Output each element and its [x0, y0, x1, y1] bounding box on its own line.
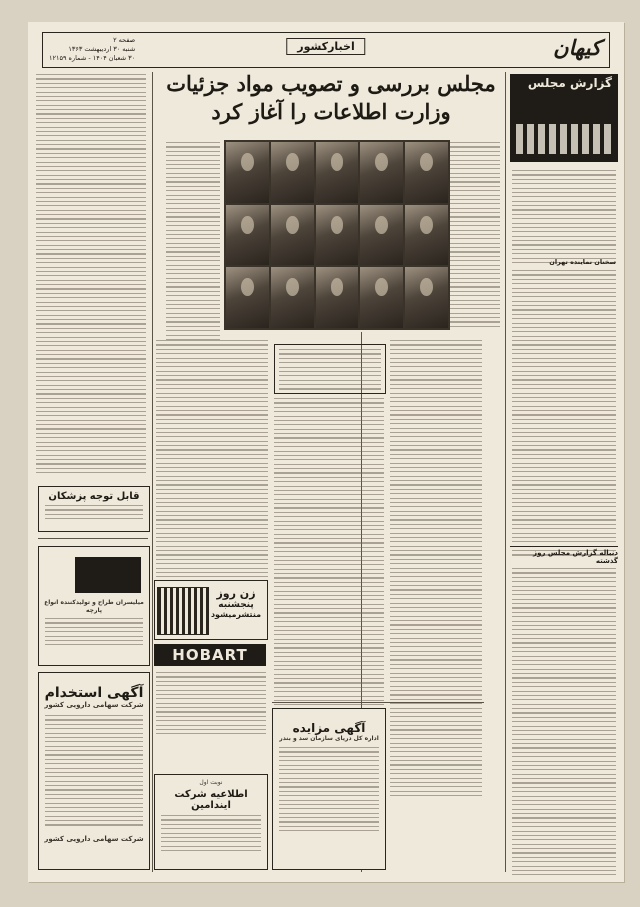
- sidebar-continuation-title: دنباله گزارش مجلس روز گذشته: [510, 546, 618, 565]
- middle-column-c: [390, 340, 482, 799]
- magazine-day: پنجشنبه: [218, 600, 254, 610]
- headline-line-2: وزارت اطلاعات را آغاز کرد: [211, 99, 451, 124]
- column-rule: [152, 72, 153, 872]
- portrait-photo: [360, 205, 403, 266]
- tile-ad: [38, 486, 150, 532]
- hiring-ad: [38, 672, 150, 870]
- rule: [272, 702, 484, 703]
- portrait-photo: [226, 142, 269, 203]
- summary-box: [274, 344, 386, 394]
- notice-ad-title: اطلاعیه شرکت ایندامین: [174, 789, 248, 811]
- middle-column-a: [156, 340, 268, 603]
- cabinet-photo-collage: [224, 140, 450, 330]
- parliament-report-box: [510, 74, 618, 162]
- portrait-photo: [271, 267, 314, 328]
- headline-line-1: مجلس بررسی و تصویب مواد جزئیات: [166, 71, 496, 96]
- portrait-photo: [360, 142, 403, 203]
- portrait-photo: [360, 267, 403, 328]
- tile-ad-title: قابل توجه پزشکان: [48, 491, 140, 502]
- headline-block: [166, 70, 496, 126]
- issue-number: ۳۰ شعبان ۱۴۰۴ - شماره ۱۲۱۵۹: [49, 54, 136, 62]
- portrait-photo: [316, 205, 359, 266]
- hobart-ad-text: [156, 672, 266, 738]
- portrait-photo: [405, 267, 448, 328]
- hiring-ad-footer: شرکت سهامی دارویی کشور: [44, 834, 144, 843]
- portrait-photo: [405, 205, 448, 266]
- portrait-photo: [226, 267, 269, 328]
- auction-ad-body: اداره کل دریای سازمان سد و بندر: [279, 735, 379, 742]
- issue-info: [49, 36, 135, 63]
- column-rule: [505, 72, 506, 872]
- notice-ad: [154, 774, 268, 870]
- magazine-publish: منتشرمیشود: [210, 610, 262, 619]
- film-strip-icon: [157, 587, 209, 635]
- sidebar-text-1: [512, 170, 616, 266]
- sidebar-text-2: [512, 270, 616, 559]
- section-tag: اخبارکشور: [286, 38, 365, 55]
- issue-date: شنبه ۳۰ اردیبهشت ۱۳۶۳: [68, 45, 136, 53]
- hiring-ad-title: آگهی استخدام: [44, 685, 144, 701]
- parliament-illustration: [516, 124, 612, 154]
- portrait-photo: [316, 267, 359, 328]
- fabric-ad: [38, 546, 150, 666]
- sidebar-subhead-1: سخنان نماینده تهران: [549, 258, 616, 266]
- left-column-text: [36, 74, 146, 477]
- middle-column-b: [274, 398, 384, 748]
- newspaper-logo: کیهان: [553, 35, 601, 60]
- report-title: گزارش مجلس: [527, 76, 612, 90]
- photo-caption-column: [166, 142, 220, 343]
- newspaper-page: [28, 22, 624, 882]
- magazine-title: زن روز: [216, 587, 256, 600]
- portrait-photo: [226, 205, 269, 266]
- hobart-ad-logo: HOBART: [154, 644, 266, 666]
- notice-small-label: نوبت اول: [199, 779, 223, 786]
- portrait-photo: [316, 142, 359, 203]
- auction-ad-title: آگهی مزایده: [292, 721, 366, 735]
- masthead: [42, 32, 610, 68]
- hiring-ad-company: شرکت سهامی دارویی کشور: [44, 701, 144, 709]
- portrait-photo: [271, 205, 314, 266]
- portrait-photo: [271, 142, 314, 203]
- rule: [38, 538, 148, 539]
- fabric-logo-icon: [75, 557, 141, 593]
- auction-ad: [272, 708, 386, 870]
- fabric-ad-body: میلیسران طراح و تولیدکننده انواع پارچه: [44, 599, 144, 614]
- sidebar-text-3: [512, 568, 616, 879]
- magazine-ad: [154, 580, 268, 640]
- portrait-photo: [405, 142, 448, 203]
- issue-page: صفحه ۲: [113, 36, 136, 44]
